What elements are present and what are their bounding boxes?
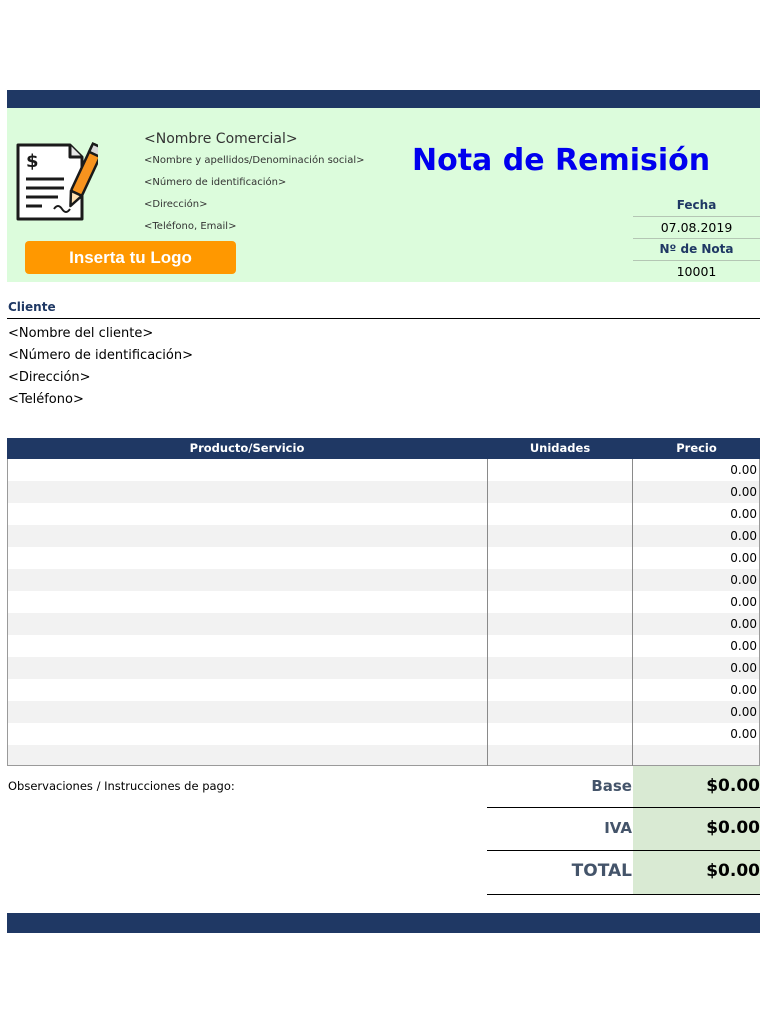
svg-text:$: $	[26, 151, 39, 172]
price-cell[interactable]: 0.00	[730, 485, 757, 499]
price-cell[interactable]: 0.00	[730, 595, 757, 609]
table-row[interactable]	[8, 503, 759, 525]
table-row[interactable]	[8, 547, 759, 569]
note-number-value[interactable]: 10001	[676, 264, 717, 279]
price-cell[interactable]: 0.00	[730, 639, 757, 653]
price-cell[interactable]: 0.00	[730, 463, 757, 477]
client-divider	[7, 318, 760, 319]
document-title: Nota de Remisión	[412, 143, 711, 178]
table-row[interactable]	[8, 591, 759, 613]
table-row[interactable]	[8, 745, 759, 765]
price-cell[interactable]: 0.00	[730, 661, 757, 675]
total-label: TOTAL	[571, 861, 632, 881]
client-name[interactable]: <Nombre del cliente>	[8, 326, 154, 341]
base-value: $0.00	[706, 776, 760, 796]
iva-label: IVA	[604, 819, 632, 837]
price-cell[interactable]: 0.00	[730, 551, 757, 565]
table-row[interactable]	[8, 481, 759, 503]
column-header-units: Unidades	[529, 441, 591, 455]
price-cell[interactable]: 0.00	[730, 683, 757, 697]
totals-divider	[487, 850, 760, 851]
company-contact[interactable]: <Teléfono, Email>	[144, 221, 237, 232]
table-row[interactable]	[8, 657, 759, 679]
meta-divider	[633, 260, 760, 261]
price-cell[interactable]: 0.00	[730, 529, 757, 543]
table-row[interactable]	[8, 525, 759, 547]
price-cell[interactable]: 0.00	[730, 617, 757, 631]
price-cell[interactable]: 0.00	[730, 573, 757, 587]
meta-divider	[633, 216, 760, 217]
table-row[interactable]	[8, 613, 759, 635]
table-row[interactable]	[8, 679, 759, 701]
price-cell[interactable]: 0.00	[730, 727, 757, 741]
company-name[interactable]: <Nombre Comercial>	[144, 131, 298, 147]
column-divider	[632, 459, 633, 766]
client-id-number[interactable]: <Número de identificación>	[8, 348, 194, 363]
table-row[interactable]	[8, 723, 759, 745]
client-address[interactable]: <Dirección>	[8, 370, 91, 385]
observations-label: Observaciones / Instrucciones de pago:	[8, 779, 235, 793]
base-label: Base	[591, 777, 632, 795]
total-value: $0.00	[706, 861, 760, 881]
table-row[interactable]	[8, 701, 759, 723]
price-cell[interactable]: 0.00	[730, 507, 757, 521]
company-legal-name[interactable]: <Nombre y apellidos/Denominación social>	[144, 155, 365, 166]
items-table-body	[7, 459, 760, 766]
bottom-band	[7, 913, 760, 933]
client-label: Cliente	[8, 300, 56, 314]
totals-divider	[487, 894, 760, 895]
note-number-label: Nº de Nota	[659, 242, 734, 256]
date-label: Fecha	[676, 198, 717, 212]
table-row[interactable]	[8, 569, 759, 591]
insert-logo-button[interactable]: Inserta tu Logo	[25, 241, 236, 274]
table-row[interactable]	[8, 635, 759, 657]
price-cell[interactable]: 0.00	[730, 705, 757, 719]
table-row[interactable]	[8, 459, 759, 481]
meta-divider	[633, 238, 760, 239]
top-band	[7, 90, 760, 108]
date-value[interactable]: 07.08.2019	[660, 220, 733, 235]
client-phone[interactable]: <Teléfono>	[8, 392, 84, 407]
company-address[interactable]: <Dirección>	[144, 199, 208, 210]
iva-value: $0.00	[706, 818, 760, 838]
column-divider	[487, 459, 488, 766]
column-header-price: Precio	[676, 441, 717, 455]
column-header-product: Producto/Servicio	[189, 441, 305, 455]
company-id-number[interactable]: <Número de identificación>	[144, 177, 287, 188]
invoice-pen-icon	[14, 141, 98, 225]
totals-divider	[487, 807, 760, 808]
